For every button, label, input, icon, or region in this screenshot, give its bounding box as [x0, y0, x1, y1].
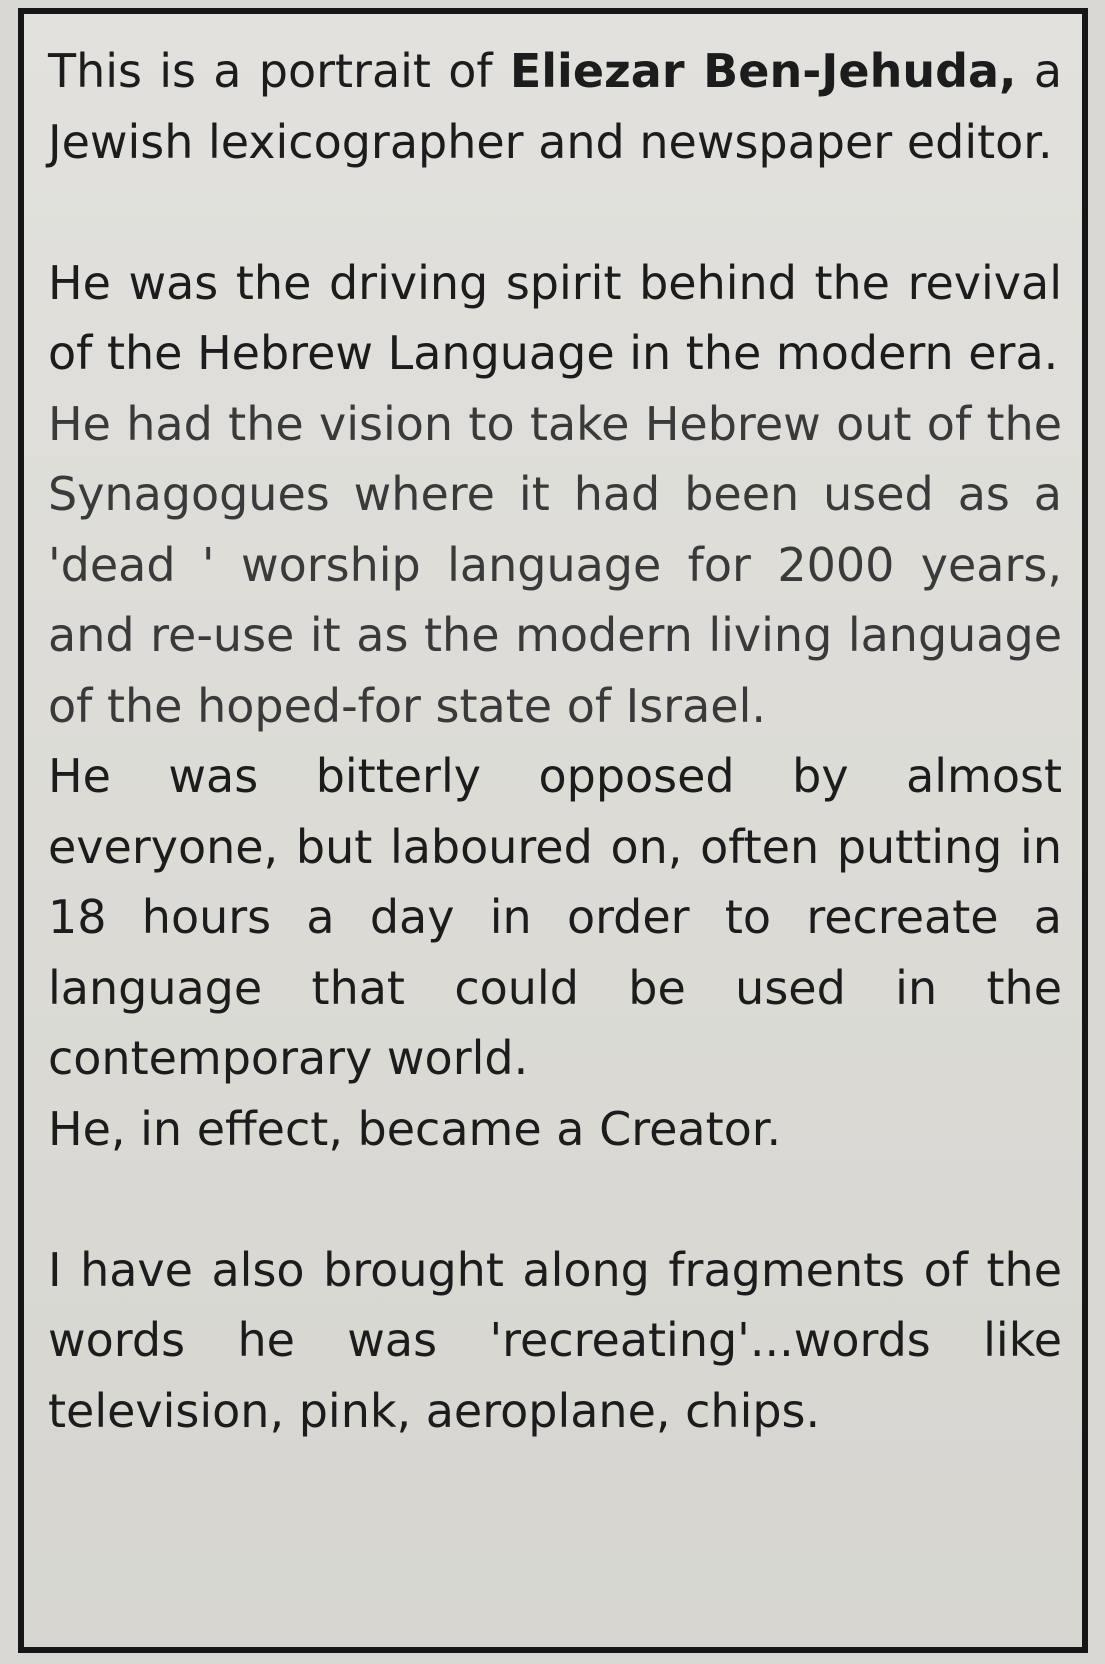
person-name: Eliezar Ben-Jehuda,	[509, 44, 1017, 98]
paragraph-fragments: I have also brought along fragments of the words he was 'recreating'...words like television, pink, aeroplane, chips.	[48, 1242, 1062, 1438]
paragraph-intro	[48, 36, 1062, 177]
intro-text-end: a Jewish lexicographer and newspaper editor.	[48, 44, 1063, 169]
paragraph-revival: He was the driving spirit behind the revival of the Hebrew Language in the modern era.	[48, 255, 1062, 380]
intro-text: This is a portrait of	[48, 44, 510, 98]
paragraph-opposition: He was bitterly opposed by almost everyone, but laboured on, often putting in 18 hours a day in order to recreate a language that could be used in the contemporary world.	[48, 749, 1062, 1085]
paragraph-creator: He, in effect, became a Creator.	[48, 1101, 782, 1156]
text-card	[18, 8, 1088, 1653]
card-text	[48, 36, 1062, 1446]
paragraph-vision: He had the vision to take Hebrew out of the Synagogues where it had been used as a 'dead ' worship language for 2000 years, and re-use it as the modern living language of the hoped-for state of Israel.	[48, 396, 1062, 733]
